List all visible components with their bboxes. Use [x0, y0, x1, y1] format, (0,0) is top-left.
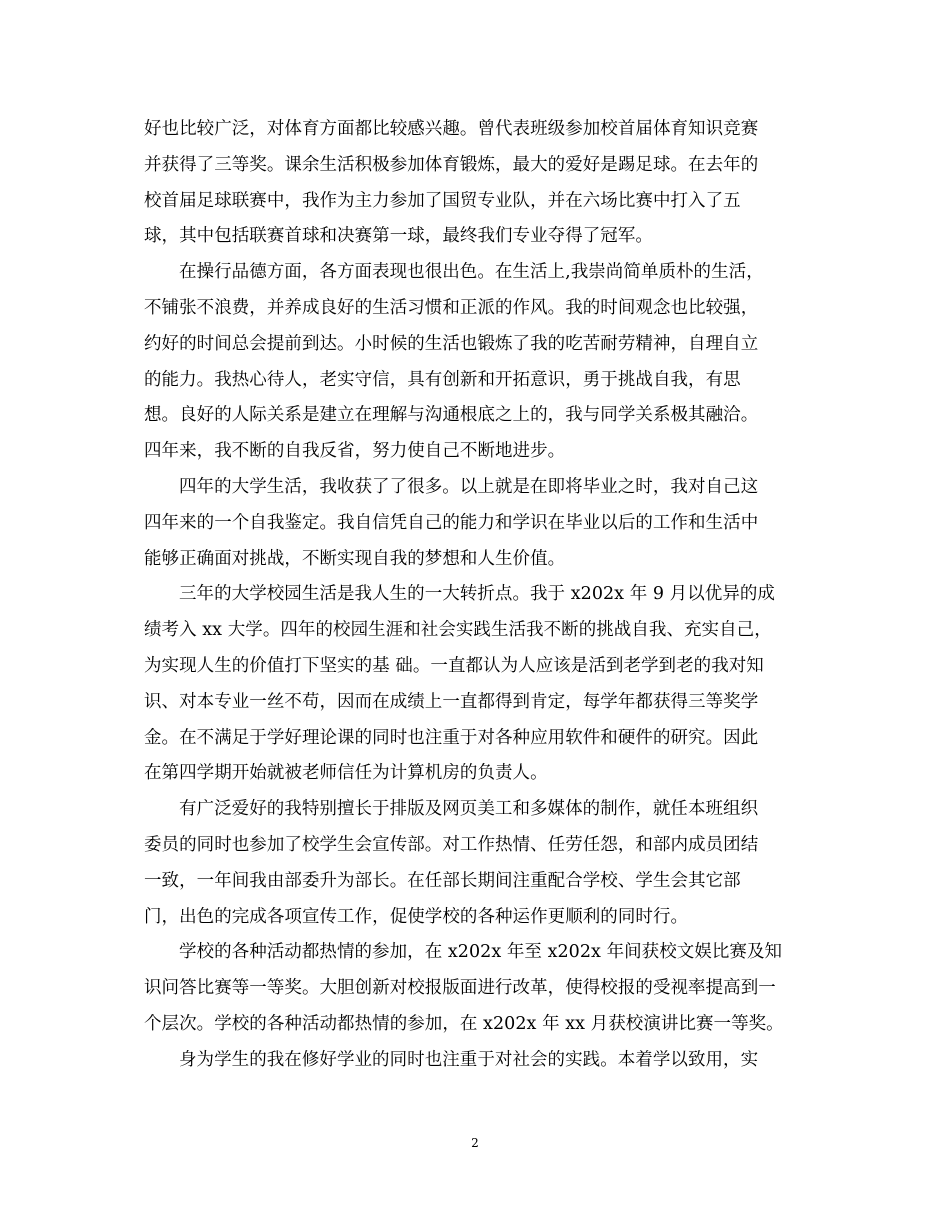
paragraph [144, 1043, 806, 1079]
text-line: 学校的各种活动都热情的参加，在 x202x 年至 x202x 年间获校文娱比赛及知 [179, 942, 783, 963]
paragraph [144, 792, 806, 935]
paragraph [144, 577, 806, 792]
text-line: 想。良好的人际关系是建立在理解与沟通根底之上的，我与同学关系极其融洽。 [144, 405, 759, 426]
text-line: 身为学生的我在修好学业的同时也注重于对社会的实践。本着学以致用，实 [179, 1049, 759, 1070]
text-line: 校首届足球联赛中，我作为主力参加了国贸专业队，并在六场比赛中打入了五 [144, 190, 741, 211]
text-line: 为实现人生的价值打下坚实的基 础。一直都认为人应该是活到老学到老的我对知 [144, 655, 764, 676]
text-line: 的能力。我热心待人，老实守信，具有创新和开拓意识，勇于挑战自我，有思 [144, 369, 741, 390]
text-line: 不铺张不浪费，并养成良好的生活习惯和正派的作风。我的时间观念也比较强， [144, 297, 759, 318]
text-line: 有广泛爱好的我特别擅长于排版及网页美工和多媒体的制作，就任本班组织 [179, 799, 759, 820]
paragraph [144, 470, 806, 577]
paragraph [144, 112, 806, 255]
text-line: 绩考入 xx 大学。四年的校园生涯和社会实践生活我不断的挑战自我、充实自己， [144, 620, 772, 641]
text-line: 识、对本专业一丝不苟，因而在成绩上一直都得到肯定，每学年都获得三等奖学 [144, 691, 759, 712]
text-line: 金。在不满足于学好理论课的同时也注重于对各种应用软件和硬件的研究。因此 [144, 727, 759, 748]
paragraph [144, 935, 806, 1042]
text-line: 三年的大学校园生活是我人生的一大转折点。我于 x202x 年 9 月以优异的成 [179, 584, 775, 605]
document-body [144, 112, 806, 1079]
text-line: 四年来的一个自我鉴定。我自信凭自己的能力和学识在毕业以后的工作和生活中 [144, 512, 759, 533]
text-line: 好也比较广泛，对体育方面都比较感兴趣。曾代表班级参加校首届体育知识竞赛 [144, 119, 759, 139]
text-line: 四年的大学生活，我收获了了很多。以上就是在即将毕业之时，我对自己这 [179, 476, 759, 497]
page-number: 2 [471, 1136, 479, 1150]
text-line: 能够正确面对挑战，不断实现自我的梦想和人生价值。 [144, 548, 566, 569]
text-line: 一致，一年间我由部委升为部长。在任部长期间注重配合学校、学生会其它部 [144, 870, 741, 891]
text-line: 球，其中包括联赛首球和决赛第一球，最终我们专业夺得了冠军。 [144, 226, 653, 247]
text-line: 委员的同时也参加了校学生会宣传部。对工作热情、任劳任怨，和部内成员团结 [144, 834, 759, 855]
text-line: 四年来，我不断的自我反省，努力使自己不断地进步。 [144, 441, 566, 462]
text-line: 门，出色的完成各项宣传工作，促使学校的各种运作更顺利的同时行。 [144, 906, 689, 927]
text-line: 并获得了三等奖。课余生活积极参加体育锻炼，最大的爱好是踢足球。在去年的 [144, 154, 759, 175]
text-line: 在第四学期开始就被老师信任为计算机房的负责人。 [144, 763, 548, 784]
text-line: 在操行品德方面，各方面表现也很出色。在生活上,我崇尚简单质朴的生活， [179, 262, 764, 283]
paragraph [144, 255, 806, 470]
text-line: 约好的时间总会提前到达。小时候的生活也锻炼了我的吃苦耐劳精神，自理自立 [144, 333, 759, 354]
text-line: 个层次。学校的各种活动都热情的参加，在 x202x 年 xx 月获校演讲比赛一等奖。 [144, 1013, 784, 1034]
text-line: 识问答比赛等一等奖。大胆创新对校报版面进行改革，使得校报的受视率提高到一 [144, 978, 776, 999]
